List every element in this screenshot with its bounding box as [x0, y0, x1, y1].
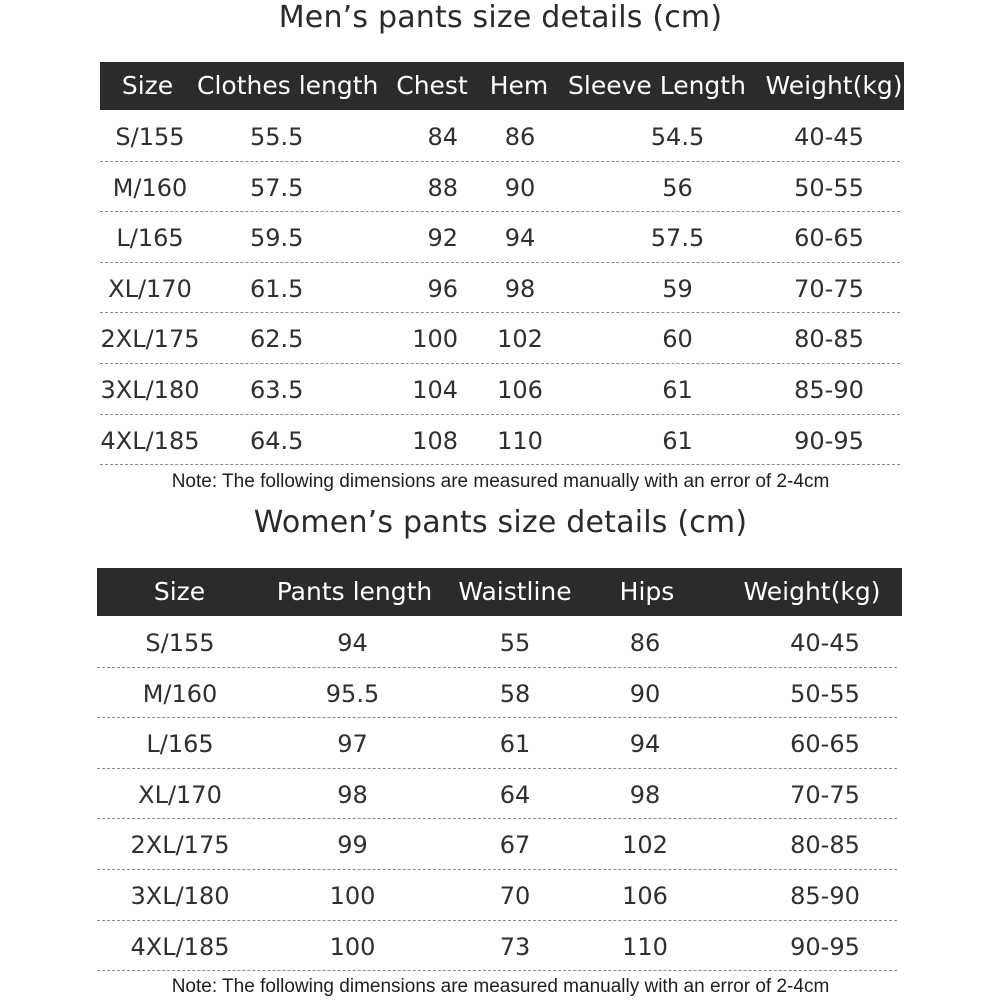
- men-cell-chest: 88: [427, 173, 458, 202]
- men-cell-size: M/160: [112, 173, 188, 202]
- women-row-divider: [97, 667, 897, 668]
- women-table-row: [0, 820, 1001, 870]
- men-table-row: [0, 112, 1001, 162]
- men-cell-chest: 108: [412, 426, 458, 455]
- men-cell-clothes-length: 61.5: [250, 274, 304, 303]
- men-cell-weight: 50-55: [794, 173, 864, 202]
- women-header-waistline: Waistline: [458, 577, 572, 606]
- men-cell-chest: 92: [427, 224, 458, 253]
- men-table-header: [100, 62, 904, 110]
- women-cell-pants-length: 100: [329, 882, 376, 910]
- men-cell-chest: 96: [427, 274, 458, 303]
- women-row-divider: [97, 768, 897, 769]
- men-cell-hem: 106: [497, 376, 543, 404]
- women-row-divider: [97, 717, 897, 718]
- women-cell-waistline: 58: [499, 679, 531, 708]
- women-cell-weight: 60-65: [790, 730, 860, 759]
- men-cell-hem: 102: [497, 325, 543, 354]
- men-cell-clothes-length: 59.5: [250, 224, 304, 253]
- men-cell-size: 2XL/175: [100, 325, 200, 354]
- men-table-row: [0, 264, 1001, 314]
- women-cell-waistline: 73: [499, 932, 531, 961]
- men-cell-size: 4XL/185: [100, 426, 200, 455]
- women-cell-size: 4XL/185: [130, 932, 230, 961]
- men-cell-size: 3XL/180: [100, 376, 200, 404]
- women-table-title: Women’s pants size details (cm): [253, 505, 748, 540]
- men-cell-sleeve-length: 60: [662, 325, 693, 354]
- men-cell-hem: 90: [504, 173, 536, 202]
- women-cell-hips: 98: [629, 780, 661, 809]
- men-header-sleeve-length: Sleeve Length: [568, 71, 746, 100]
- women-cell-pants-length: 100: [329, 932, 376, 961]
- women-cell-weight: 90-95: [790, 932, 860, 961]
- women-table-row: [0, 618, 1001, 668]
- women-cell-waistline: 55: [499, 629, 531, 657]
- men-row-divider: [100, 262, 900, 263]
- men-cell-clothes-length: 64.5: [250, 426, 304, 455]
- men-row-divider: [100, 211, 900, 212]
- women-cell-size: L/165: [146, 730, 214, 759]
- women-cell-size: 2XL/175: [130, 831, 230, 860]
- women-cell-weight: 80-85: [790, 831, 860, 860]
- women-cell-pants-length: 99: [337, 831, 368, 860]
- men-cell-size: S/155: [115, 123, 185, 151]
- women-cell-hips: 106: [622, 882, 668, 910]
- men-table-row: [0, 314, 1001, 364]
- women-cell-size: M/160: [142, 679, 218, 708]
- men-row-divider: [100, 414, 900, 415]
- women-cell-hips: 110: [622, 932, 668, 961]
- women-cell-hips: 94: [629, 730, 661, 759]
- women-table-note: Note: The following dimensions are measured manually with an error of 2-4cm: [171, 976, 830, 997]
- women-table-row: [0, 871, 1001, 921]
- men-cell-hem: 94: [504, 224, 536, 253]
- women-cell-waistline: 67: [499, 831, 531, 860]
- men-cell-clothes-length: 57.5: [250, 173, 304, 202]
- women-cell-weight: 70-75: [790, 780, 860, 809]
- men-cell-sleeve-length: 56: [662, 173, 693, 202]
- men-table-row: [0, 163, 1001, 213]
- women-cell-pants-length: 97: [337, 730, 368, 759]
- women-cell-size: 3XL/180: [130, 882, 230, 910]
- women-table-row: [0, 669, 1001, 719]
- men-cell-sleeve-length: 61: [662, 376, 693, 404]
- men-cell-sleeve-length: 61: [662, 426, 693, 455]
- men-cell-chest: 84: [427, 123, 458, 151]
- men-cell-hem: 110: [497, 426, 543, 455]
- men-cell-clothes-length: 63.5: [250, 376, 304, 404]
- men-cell-hem: 86: [504, 123, 536, 151]
- men-header-clothes-length: Clothes length: [197, 71, 379, 100]
- women-cell-weight: 85-90: [790, 882, 860, 910]
- women-cell-pants-length: 94: [337, 629, 368, 657]
- women-cell-waistline: 64: [499, 780, 531, 809]
- men-cell-sleeve-length: 59: [662, 274, 693, 303]
- women-table-row: [0, 770, 1001, 820]
- women-cell-hips: 86: [629, 629, 661, 657]
- women-header-weight: Weight(kg): [743, 577, 881, 606]
- women-cell-waistline: 61: [499, 730, 531, 759]
- women-table-row: [0, 922, 1001, 972]
- women-header-pants-length: Pants length: [276, 577, 433, 606]
- men-cell-sleeve-length: 57.5: [650, 224, 705, 253]
- women-cell-hips: 102: [622, 831, 668, 860]
- men-table-row: [0, 365, 1001, 415]
- men-cell-weight: 80-85: [794, 325, 864, 354]
- women-cell-size: S/155: [145, 629, 215, 657]
- men-row-divider: [100, 161, 900, 162]
- men-row-divider: [100, 363, 900, 364]
- men-table-note: Note: The following dimensions are measured manually with an error of 2-4cm: [171, 471, 830, 492]
- men-cell-clothes-length: 62.5: [250, 325, 304, 354]
- men-cell-weight: 85-90: [794, 376, 864, 404]
- men-cell-sleeve-length: 54.5: [650, 123, 705, 151]
- men-cell-weight: 60-65: [794, 224, 864, 253]
- men-cell-hem: 98: [504, 274, 536, 303]
- men-cell-chest: 104: [412, 376, 458, 404]
- men-table-row: [0, 416, 1001, 466]
- men-cell-weight: 90-95: [794, 426, 864, 455]
- women-row-divider: [97, 970, 897, 971]
- men-header-weight: Weight(kg): [765, 71, 903, 100]
- men-cell-chest: 100: [412, 325, 458, 354]
- women-cell-weight: 40-45: [790, 629, 860, 657]
- men-cell-size: L/165: [116, 224, 184, 253]
- women-row-divider: [97, 920, 897, 921]
- women-cell-size: XL/170: [138, 780, 222, 809]
- women-cell-pants-length: 95.5: [325, 679, 380, 708]
- men-cell-clothes-length: 55.5: [250, 123, 304, 151]
- men-table-title: Men’s pants size details (cm): [278, 0, 723, 35]
- women-table-row: [0, 719, 1001, 769]
- women-cell-pants-length: 98: [337, 780, 368, 809]
- men-row-divider: [100, 464, 900, 465]
- women-cell-hips: 90: [629, 679, 661, 708]
- men-row-divider: [100, 312, 900, 313]
- women-cell-waistline: 70: [499, 882, 531, 910]
- women-table-header: [97, 568, 902, 616]
- women-header-size: Size: [153, 577, 206, 606]
- women-row-divider: [97, 818, 897, 819]
- women-row-divider: [97, 869, 897, 870]
- men-header-chest: Chest: [396, 71, 468, 100]
- men-header-size: Size: [121, 71, 174, 100]
- men-header-hem: Hem: [489, 71, 549, 100]
- men-cell-weight: 40-45: [794, 123, 864, 151]
- women-cell-weight: 50-55: [790, 679, 860, 708]
- women-header-hips: Hips: [619, 577, 675, 606]
- men-cell-size: XL/170: [108, 274, 192, 303]
- men-table-row: [0, 213, 1001, 263]
- men-cell-weight: 70-75: [794, 274, 864, 303]
